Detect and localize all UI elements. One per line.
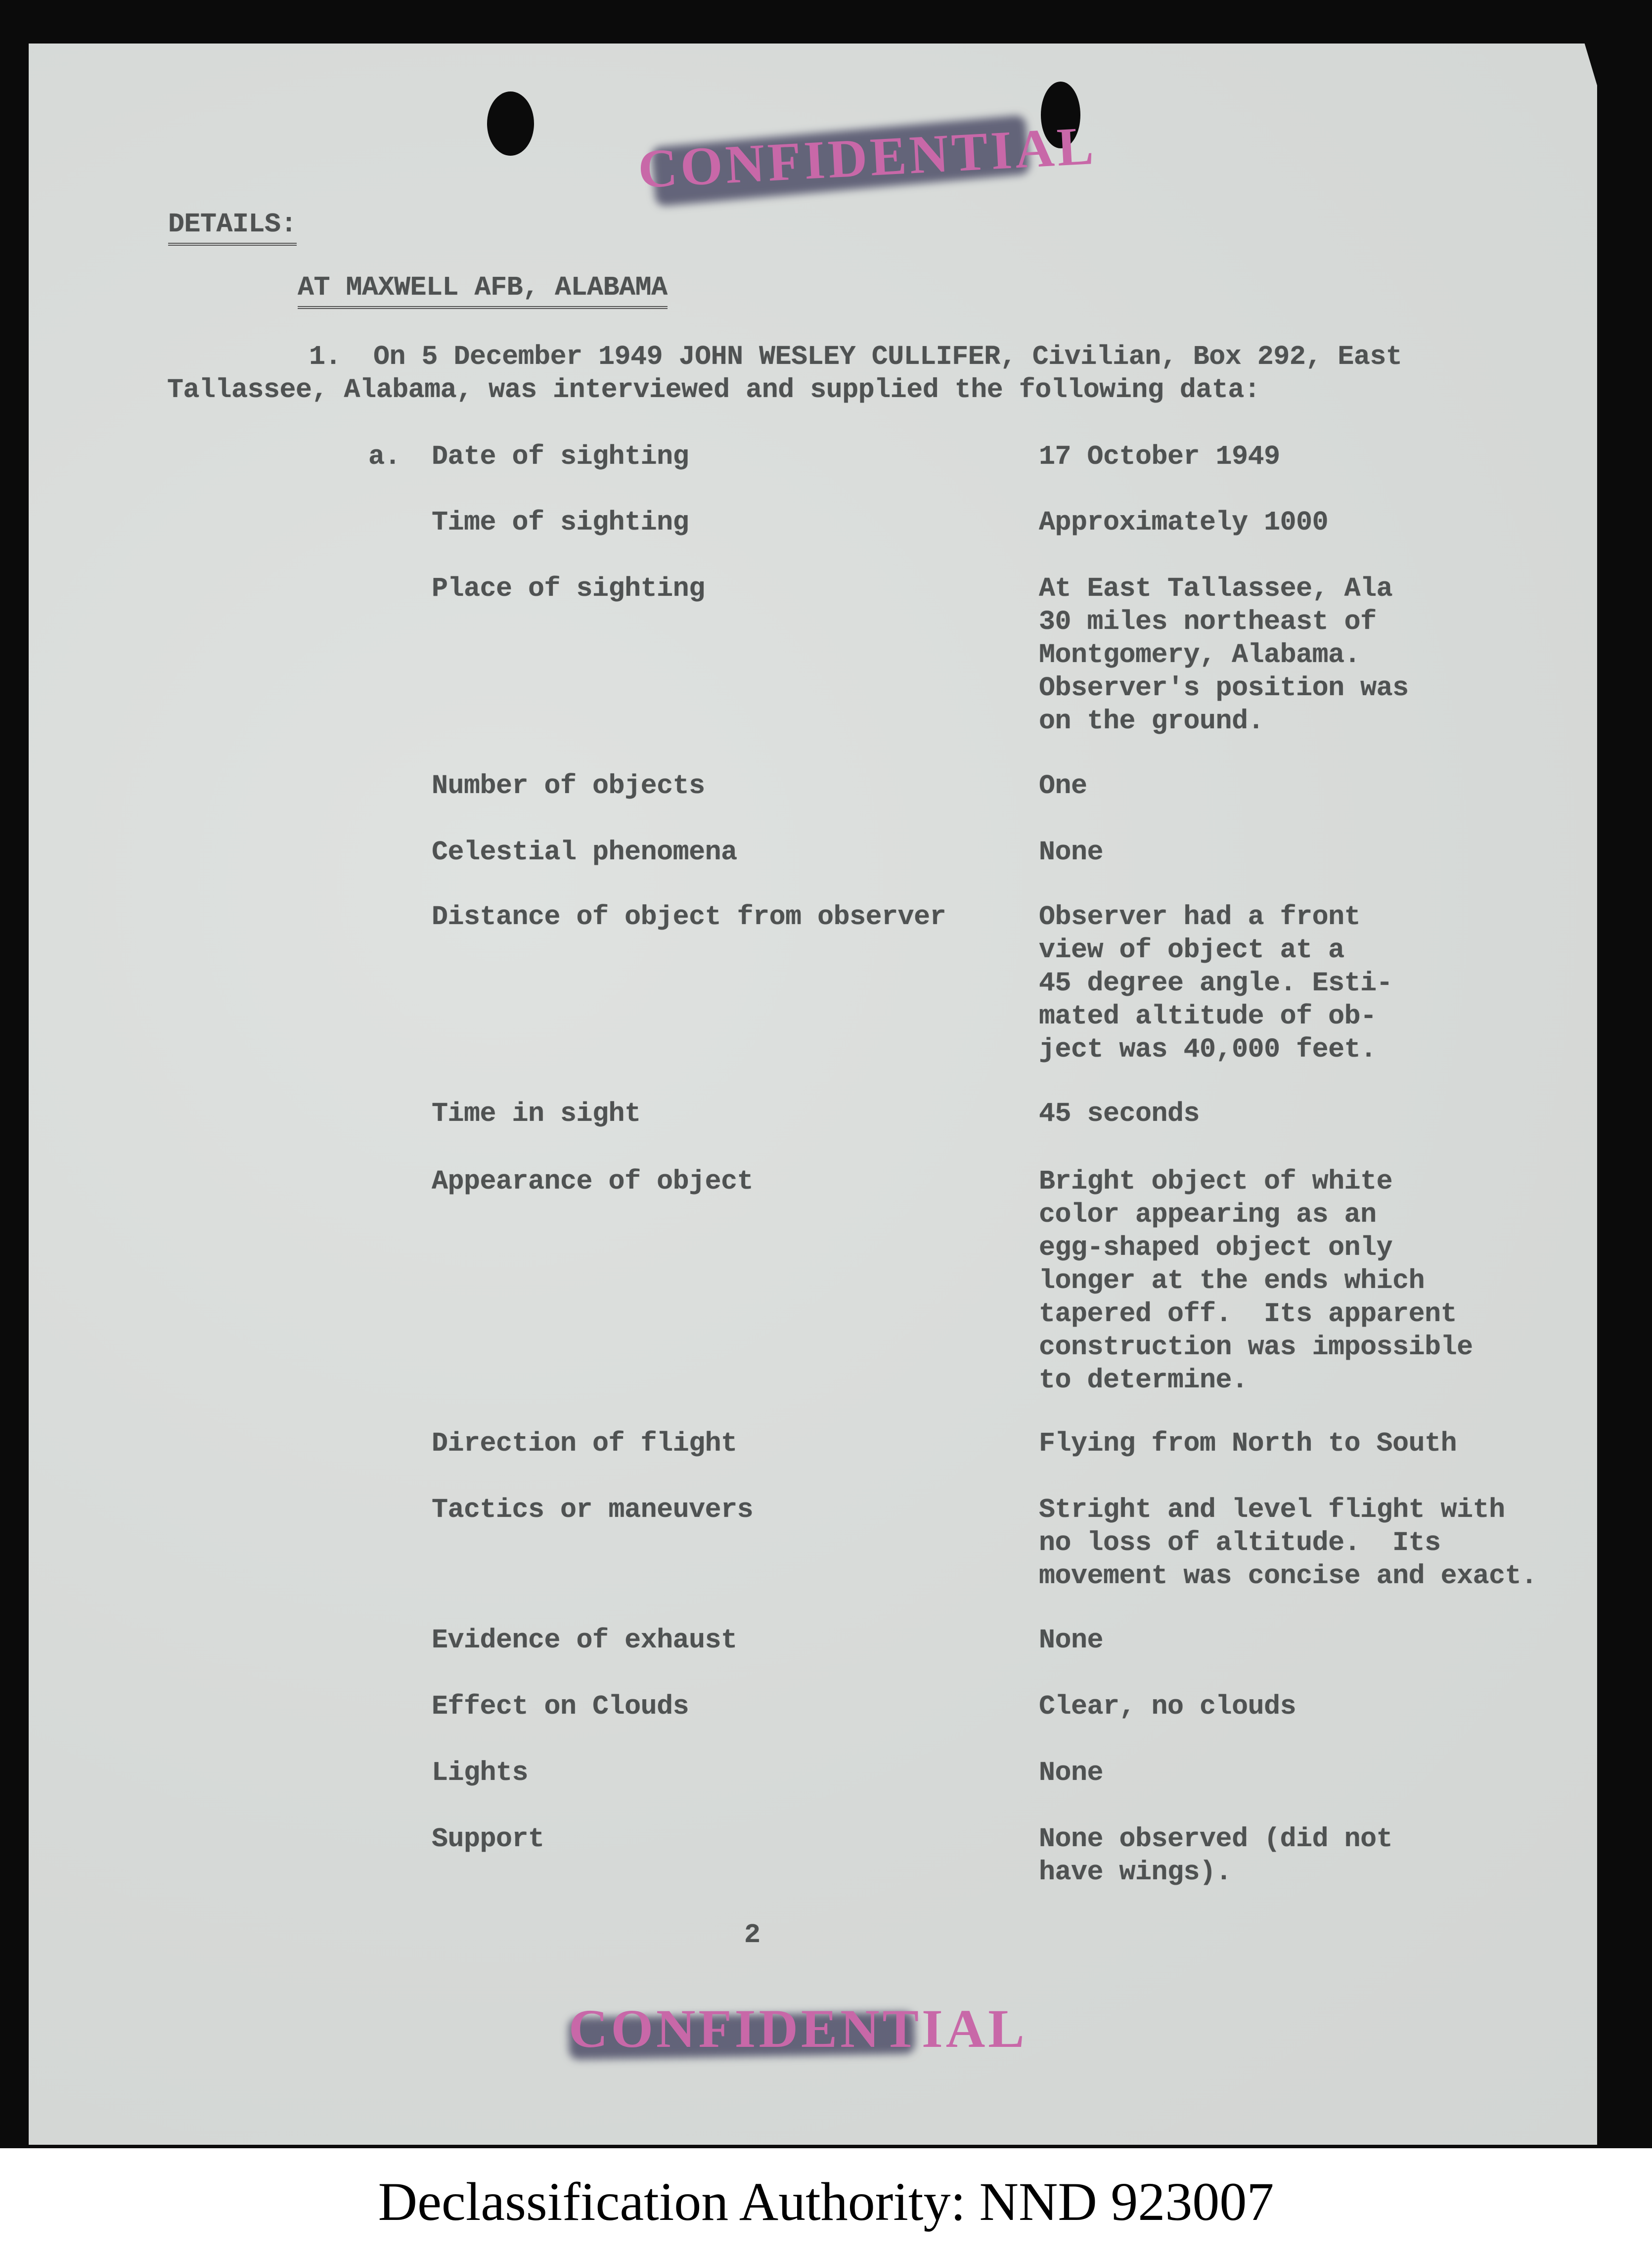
punch-hole-left	[487, 91, 534, 156]
field-label: Appearance of object	[432, 1166, 754, 1197]
field-value-line: None	[1039, 1625, 1104, 1656]
field-value-line: tapered off. Its apparent	[1039, 1298, 1457, 1329]
field-value-line: Flying from North to South	[1039, 1428, 1457, 1459]
field-value-line: Clear, no clouds	[1039, 1691, 1296, 1722]
declassification-authority: Declassification Authority: NND 923007	[378, 2171, 1274, 2232]
field-label: Place of sighting	[432, 573, 705, 604]
field-value-line: 45 seconds	[1039, 1098, 1200, 1129]
field-value-line: to determine.	[1039, 1365, 1248, 1396]
field-value-line: on the ground.	[1039, 706, 1264, 737]
field-value-line: color appearing as an	[1039, 1199, 1377, 1230]
page-number: 2	[744, 1919, 760, 1950]
field-value-line: view of object at a	[1039, 934, 1344, 966]
field-value-line: 30 miles northeast of	[1039, 606, 1377, 637]
field-label: Lights	[432, 1757, 529, 1788]
field-value-line: One	[1039, 770, 1087, 801]
field-value-line: Observer had a front	[1039, 901, 1361, 932]
field-value-line: mated altitude of ob-	[1039, 1001, 1377, 1032]
field-label: Effect on Clouds	[432, 1691, 689, 1722]
intro-line-1: 1. On 5 December 1949 JOHN WESLEY CULLIFER, Civilian, Box 292, East	[309, 341, 1402, 372]
field-value-line: Observer's position was	[1039, 672, 1409, 704]
field-value-line: None	[1039, 1757, 1104, 1788]
field-value-line: longer at the ends which	[1039, 1265, 1425, 1296]
field-value-line: ject was 40,000 feet.	[1039, 1034, 1377, 1065]
field-value-line: Approximately 1000	[1039, 507, 1329, 538]
confidential-stamp-bottom: CONFIDENTIAL	[569, 1998, 1027, 2059]
field-label: Time in sight	[432, 1098, 641, 1129]
section-label: DETAILS:	[168, 208, 297, 246]
location-heading: AT MAXWELL AFB, ALABAMA	[298, 271, 668, 309]
field-label: Support	[432, 1823, 544, 1855]
confidential-stamp-top: CONFIDENTIAL	[636, 115, 1098, 200]
intro-line-2: Tallassee, Alabama, was interviewed and supplied the following data:	[167, 374, 1260, 405]
field-value-line: Bright object of white	[1039, 1166, 1393, 1197]
field-value-line: 45 degree angle. Esti-	[1039, 968, 1393, 999]
field-value-line: movement was concise and exact.	[1039, 1560, 1537, 1592]
field-value-line: no loss of altitude. Its	[1039, 1527, 1441, 1558]
field-value-line: egg-shaped object only	[1039, 1232, 1393, 1263]
field-label: Time of sighting	[432, 507, 689, 538]
field-value-line: Montgomery, Alabama.	[1039, 639, 1361, 670]
field-label: Celestial phenomena	[432, 837, 737, 868]
field-label: Tactics or maneuvers	[432, 1494, 754, 1525]
field-label: Number of objects	[432, 770, 705, 801]
field-label: Distance of object from observer	[432, 901, 946, 932]
field-value-line: 17 October 1949	[1039, 441, 1280, 472]
field-value-line: None observed (did not	[1039, 1823, 1393, 1855]
footer-bar	[0, 2148, 1652, 2257]
field-value-line: Stright and level flight with	[1039, 1494, 1505, 1525]
field-label: Evidence of exhaust	[432, 1625, 737, 1656]
field-value-line: At East Tallassee, Ala	[1039, 573, 1393, 604]
item-marker: a.	[368, 441, 401, 472]
field-value-line: have wings).	[1039, 1857, 1232, 1888]
field-value-line: None	[1039, 837, 1104, 868]
field-value-line: construction was impossible	[1039, 1331, 1473, 1363]
field-label: Date of sighting	[432, 441, 689, 472]
field-label: Direction of flight	[432, 1428, 737, 1459]
